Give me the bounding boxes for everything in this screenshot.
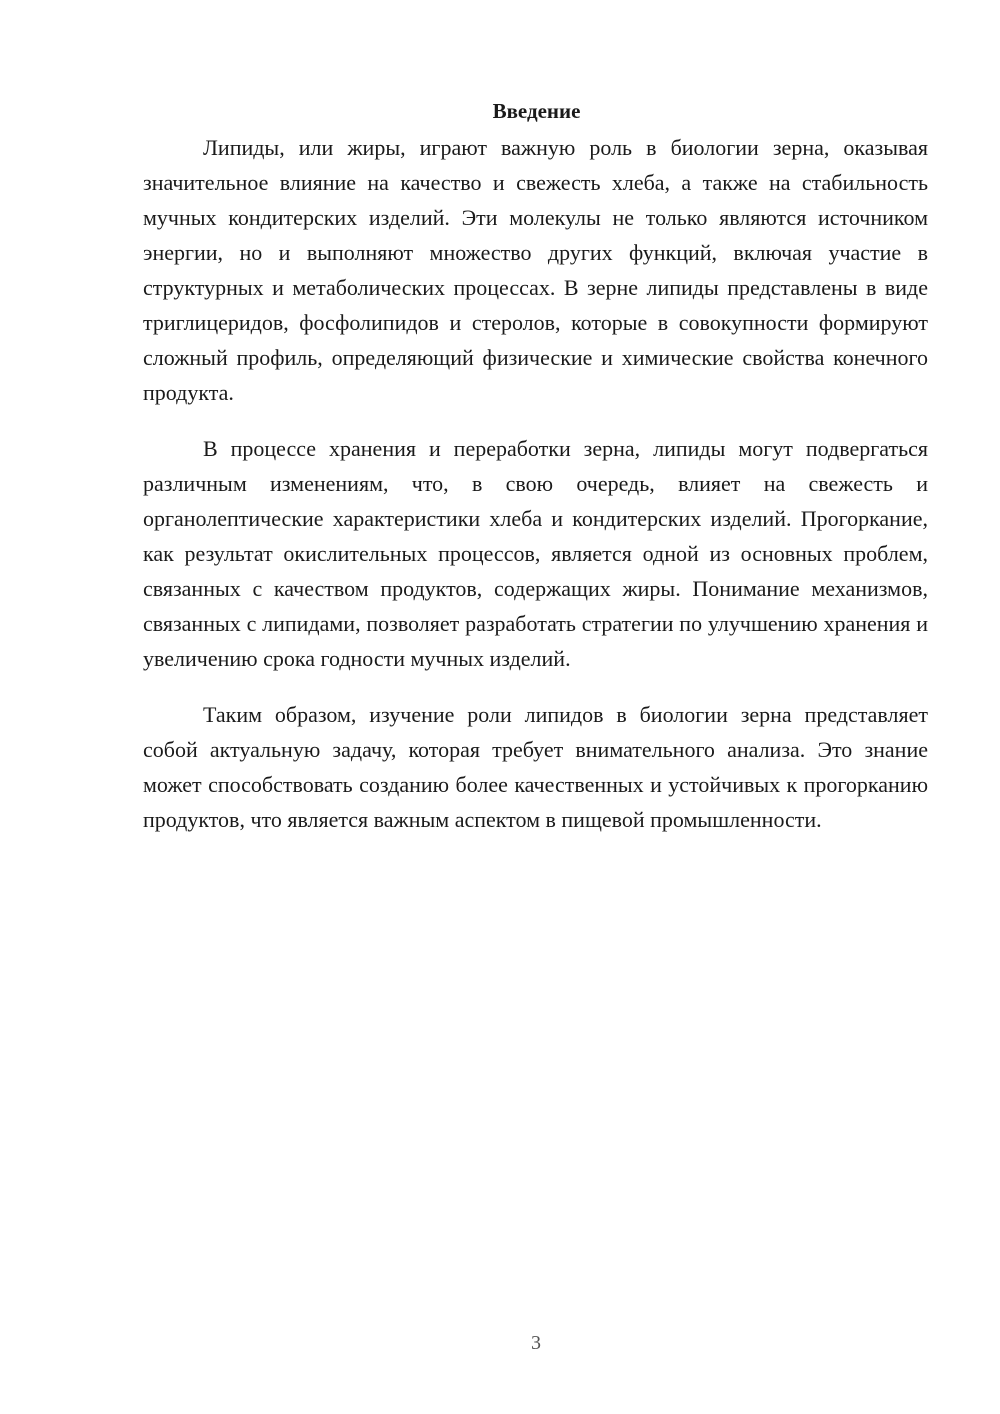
page-body: [143, 95, 928, 858]
paragraph-1: Липиды, или жиры, играют важную роль в биологии зерна, оказывая значительное влияние на качество и свежесть хлеба, а также на стабильность мучных кондитерских изделий. Эти молекулы не только являются источником энергии, но и выполняют множество других функций, включая участие в структурных и метаболических процессах. В зерне липиды представлены в виде триглицеридов, фосфолипидов и стеролов, которые в совокупности формируют сложный профиль, определяющий физические и химические свойства конечного продукта.: [143, 135, 928, 405]
paragraph-3: Таким образом, изучение роли липидов в биологии зерна представляет собой актуальную задачу, которая требует внимательного анализа. Это знание может способствовать созданию более качественных и устойчивых к прогорканию продуктов, что является важным аспектом в пищевой промышленности.: [143, 702, 928, 832]
paragraph-2: В процессе хранения и переработки зерна, липиды могут подвергаться различным изменениям, что, в свою очередь, влияет на свежесть и органолептические характеристики хлеба и кондитерских изделий. Прогоркание, как результат окислительных процессов, является одной из основных проблем, связанных с качеством продуктов, содержащих жиры. Понимание механизмов, связанных с липидами, позволяет разработать стратегии по улучшению хранения и увеличению срока годности мучных изделий.: [143, 436, 928, 671]
section-heading: Введение: [492, 99, 581, 123]
page-number: 3: [531, 1332, 541, 1354]
